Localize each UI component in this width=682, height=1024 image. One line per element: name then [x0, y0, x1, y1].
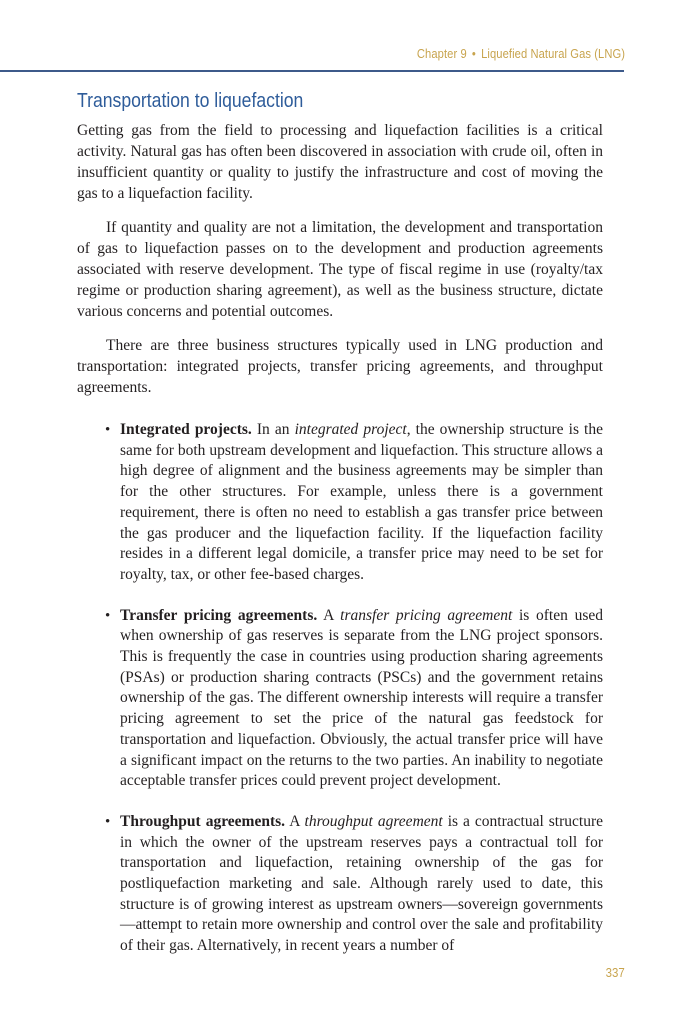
bullet-text: , the ownership structure is the same for both upstream development and liquefaction. This structure allows a high degree of alignment and the business agreements may be simpler than for the other structures. For example, unless there is a government requirement, there is often no need to establish a gas transfer price between the gas producer and the liquefaction facility. If the liquefaction facility resides in a different legal domicile, a transfer price may need to be set for royalty, tax, or other fee-based charges. — [120, 421, 603, 583]
list-item-integrated-projects — [77, 420, 603, 586]
bullet-text: A — [317, 606, 341, 624]
chapter-title: Liquefied Natural Gas (LNG) — [480, 46, 625, 61]
bullet-text: is often used when ownership of gas reserves is separate from the LNG project sponsors. This is frequently the case in countries using production sharing agreements (PSAs) or production sharing contracts (PSCs) and the government retains ownership of the gas. The different ownership interests will require a transfer pricing agreement to set the price of the natural gas feedstock for transportation and liquefaction. Obviously, the actual transfer price will have a significant impact on the returns to the two parties. An inability to negotiate acceptable transfer prices could prevent project development. — [120, 606, 603, 790]
header-rule — [0, 70, 624, 72]
paragraph-1: Getting gas from the field to processing and liquefaction facilities is a critical activity. Natural gas has often been discovered in association with crude oil, often in insufficient quantity or quality to justify the infrastructure and cost of moving the gas to a liquefaction facility. — [77, 122, 603, 202]
bullet-term: throughput agreement — [304, 812, 443, 830]
section-title: Transportation to liquefaction — [77, 90, 304, 112]
chapter-label: Chapter 9 — [416, 46, 467, 61]
business-structures-list — [77, 420, 603, 957]
bullet-text: A — [285, 812, 305, 830]
page-number: 337 — [605, 965, 625, 980]
list-item-transfer-pricing — [77, 606, 603, 792]
paragraph-2: If quantity and quality are not a limitation, the development and transportation of gas to liquefaction passes on to the development and production agreements associated with reserve development. The type of fiscal regime in use (royalty/tax regime or production sharing agreement), as well as the business structure, dictate various concerns and potential outcomes. — [77, 219, 603, 320]
bullet-icon: • — [105, 422, 111, 438]
bullet-icon: • — [105, 607, 111, 624]
bullet-term: integrated project — [294, 421, 407, 438]
bullet-text: is a contractual structure in which the owner of the upstream reserves pays a contractual toll for transportation and liquefaction, retaining ownership of the gas for postliquefaction marketing and sale. Although rarely used to date, this structure is of growing interest as upstream owners—sovereign governments—attempt to retain more ownership and control over the sale and profitability of their gas. Alternatively, in recent years a number of — [120, 812, 603, 955]
list-item-throughput — [77, 812, 603, 957]
bullet-icon: • — [105, 813, 111, 830]
bullet-lead: Integrated projects. — [120, 421, 252, 438]
running-head — [417, 46, 625, 61]
bullet-lead: Throughput agreements. — [120, 812, 286, 830]
page-body — [77, 88, 603, 957]
bullet-term: transfer pricing agreement — [340, 606, 513, 624]
bullet-lead: Transfer pricing agreements. — [120, 606, 318, 624]
paragraph-3: There are three business structures typically used in LNG production and transportation: integrated projects, transfer pricing agreements, and throughput agreements. — [77, 337, 603, 396]
bullet-text: In an — [251, 421, 295, 438]
separator-bullet: • — [471, 46, 476, 61]
